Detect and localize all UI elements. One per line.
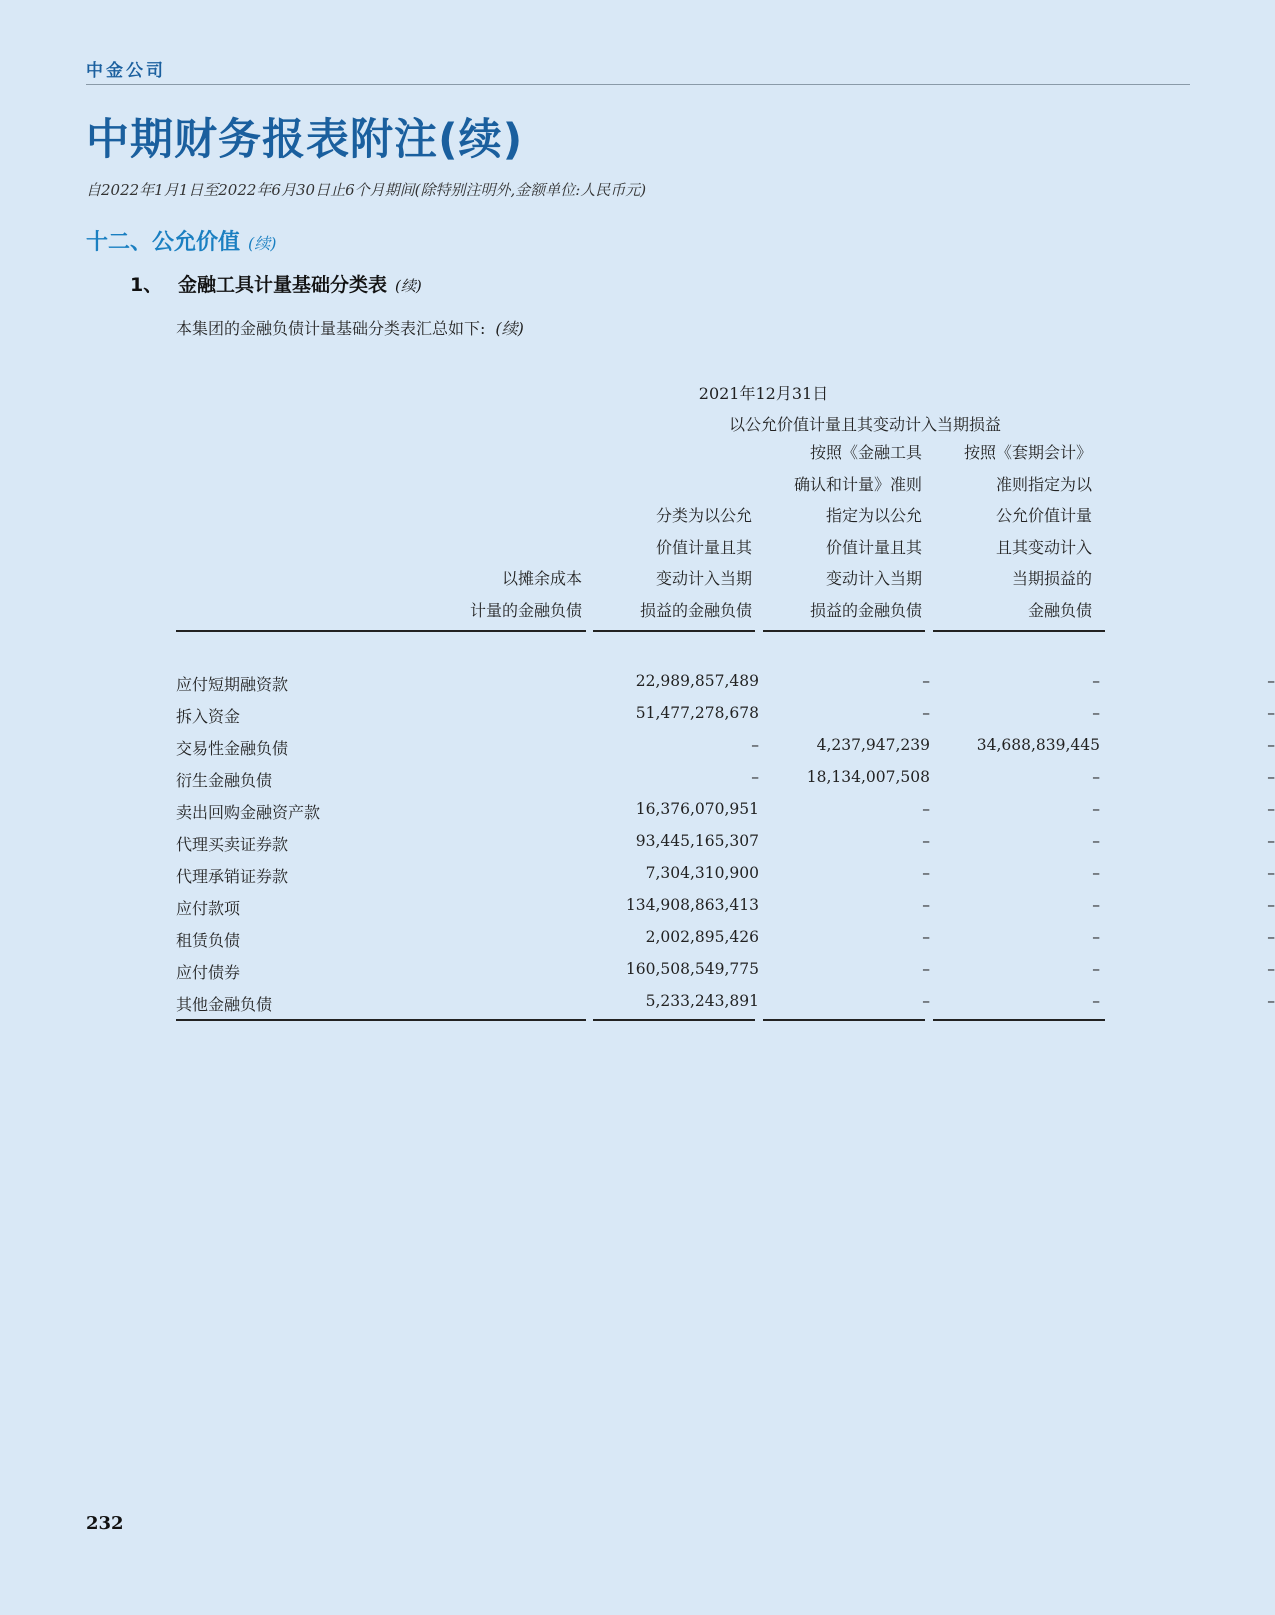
row-label: 卖出回购金融资产款 [176,803,321,822]
table-row [176,988,1275,1020]
bottom-rule [933,1019,1105,1021]
intro-text [176,316,524,339]
cell-amortised-cost: 7,304,310,900 [645,864,759,882]
intro-continued: (续) [495,319,524,338]
cell-designated-fvtpl: – [1092,928,1100,946]
cell-hedge-fvtpl: – [1267,672,1275,690]
cell-amortised-cost: 22,989,857,489 [635,672,759,690]
header-rule [176,630,586,632]
cell-hedge-fvtpl: – [1267,928,1275,946]
cell-hedge-fvtpl: – [1267,800,1275,818]
row-label: 应付款项 [176,899,241,918]
row-label: 应付短期融资款 [176,675,289,694]
cell-classified-fvtpl: – [922,832,930,850]
cell-hedge-fvtpl: – [1267,832,1275,850]
column-header-classified-fvtpl: 分类为以公允 价值计量且其 变动计入当期 损益的金融负债 [639,506,752,620]
cell-hedge-fvtpl: – [1267,960,1275,978]
subsection-heading [130,270,422,297]
cell-amortised-cost: 2,002,895,426 [645,928,759,946]
subsection-continued: (续) [395,277,422,295]
page-title: 中期财务报表附注(续) [86,115,524,165]
cell-hedge-fvtpl: – [1267,736,1275,754]
company-name: 中金公司 [86,61,166,81]
cell-classified-fvtpl: – [922,800,930,818]
row-label: 其他金融负债 [176,995,273,1014]
cell-hedge-fvtpl: – [1267,896,1275,914]
table-row [176,924,1275,956]
cell-classified-fvtpl: – [922,704,930,722]
cell-amortised-cost: 51,477,278,678 [635,704,759,722]
subsection-number: 1、 [130,274,163,296]
cell-designated-fvtpl: – [1092,704,1100,722]
header-rule [933,630,1105,632]
bottom-rule [176,1019,586,1021]
cell-classified-fvtpl: 4,237,947,239 [816,736,930,754]
table-row [176,892,1275,924]
table-row [176,668,1275,700]
cell-designated-fvtpl: – [1092,672,1100,690]
cell-designated-fvtpl: – [1092,864,1100,882]
cell-hedge-fvtpl: – [1267,768,1275,786]
table-body [176,668,1275,1020]
cell-amortised-cost: – [751,736,759,754]
table-row [176,732,1275,764]
cell-amortised-cost: 160,508,549,775 [625,960,759,978]
cell-amortised-cost: 16,376,070,951 [635,800,759,818]
row-label: 租赁负债 [176,931,241,950]
cell-classified-fvtpl: – [922,960,930,978]
table-row [176,956,1275,988]
cell-designated-fvtpl: 34,688,839,445 [976,736,1100,754]
intro-label: 本集团的金融负债计量基础分类表汇总如下: [176,319,486,338]
page-number: 232 [86,1513,124,1534]
table-row [176,764,1275,796]
cell-classified-fvtpl: – [922,928,930,946]
cell-designated-fvtpl: – [1092,768,1100,786]
cell-hedge-fvtpl: – [1267,864,1275,882]
header-rule [763,630,925,632]
subsection-label: 金融工具计量基础分类表 [178,274,388,296]
row-label: 代理承销证券款 [176,867,289,886]
cell-designated-fvtpl: – [1092,800,1100,818]
table-date-header: 2021年12月31日 [698,384,829,403]
cell-amortised-cost: 93,445,165,307 [635,832,759,850]
cell-amortised-cost: – [751,768,759,786]
cell-amortised-cost: 134,908,863,413 [625,896,759,914]
cell-classified-fvtpl: – [922,672,930,690]
row-label: 代理买卖证券款 [176,835,289,854]
cell-hedge-fvtpl: – [1267,704,1275,722]
cell-classified-fvtpl: – [922,864,930,882]
cell-classified-fvtpl: – [922,896,930,914]
header-divider [86,84,1190,85]
section-continued: (续) [248,234,277,253]
section-label: 十二、公允价值 [86,230,241,255]
table-row [176,796,1275,828]
table-row [176,860,1275,892]
reporting-period: 自2022年1月1日至2022年6月30日止6个月期间(除特别注明外,金额单位:人民币元) [86,181,647,199]
column-header-designated-fvtpl: 按照《金融工具 确认和计量》准则 指定为以公允 价值计量且其 变动计入当期 损益的金融负债 [793,443,922,620]
cell-designated-fvtpl: – [1092,832,1100,850]
column-header-amortised-cost: 以摊余成本 计量的金融负债 [469,569,582,620]
fair-value-group-header: 以公允价值计量且其变动计入当期损益 [728,415,1001,434]
cell-amortised-cost: 5,233,243,891 [645,992,759,1010]
table-row [176,828,1275,860]
header-rule [593,630,755,632]
row-label: 拆入资金 [176,707,241,726]
section-heading [86,225,277,256]
cell-designated-fvtpl: – [1092,960,1100,978]
table-row [176,700,1275,732]
bottom-rule [593,1019,755,1021]
cell-hedge-fvtpl: – [1267,992,1275,1010]
cell-designated-fvtpl: – [1092,992,1100,1010]
cell-classified-fvtpl: 18,134,007,508 [806,768,930,786]
cell-designated-fvtpl: – [1092,896,1100,914]
column-header-hedge-fvtpl: 按照《套期会计》 准则指定为以 公允价值计量 且其变动计入 当期损益的 金融负债 [963,443,1092,620]
row-label: 衍生金融负债 [176,771,273,790]
bottom-rule [763,1019,925,1021]
cell-classified-fvtpl: – [922,992,930,1010]
row-label: 交易性金融负债 [176,739,289,758]
row-label: 应付债券 [176,963,241,982]
